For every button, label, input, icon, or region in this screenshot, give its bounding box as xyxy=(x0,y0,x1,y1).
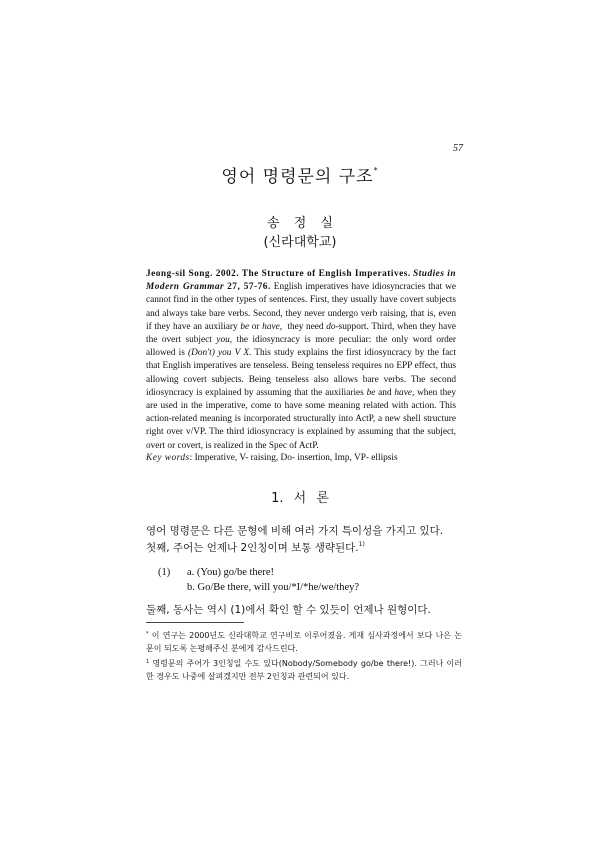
title-footnote-mark: * xyxy=(373,166,379,175)
journal-name: Studies in Modern Grammar xyxy=(146,269,457,293)
abstract-term-have-2: have xyxy=(394,387,412,398)
abstract-term-you: you, xyxy=(216,335,233,346)
abstract-and: and xyxy=(378,387,392,398)
keywords-list: : Imperative, V- raising, Do- insertion, Imp, VP- ellipsis xyxy=(189,453,398,463)
journal-volume: 27, 57-76. xyxy=(227,282,271,293)
keywords xyxy=(146,452,466,465)
paragraph-1-line-2-text: 첫째, 주어는 언제나 2인칭이며 보통 생략된다. xyxy=(146,542,359,554)
footnote-2-mark: 1 xyxy=(146,659,150,665)
footnote-1-mark: * xyxy=(146,631,149,637)
page-number: 57 xyxy=(453,143,463,154)
paragraph-1-line-1: 영어 명령문은 다른 문형에 비해 여러 가지 특이성을 가지고 있다. xyxy=(146,525,444,537)
abstract-citation: Jeong-sil Song. 2002. The Structure of English Imperatives. xyxy=(146,269,411,279)
abstract xyxy=(146,268,456,453)
paper-title xyxy=(0,162,600,187)
footnote-2-text: 명령문의 주어가 3인칭일 수도 있다(Nobody/Somebody go/be there!). 그러나 이러한 경우도 나중에 살펴겠지만 전부 2인칭과 관련되어 있다. xyxy=(146,659,462,681)
abstract-need: they need xyxy=(287,321,324,332)
abstract-word-order: (Don't) you V X xyxy=(188,348,249,359)
abstract-term-do: do xyxy=(326,321,336,332)
abstract-text-5: , when they are used in the imperative, come to have some meaning related with action. This action-related meaning is incorporated structurally into ActP, a new shell structure right over v/VP. The third idiosyncracy is explained by assuming that the subject, overt or covert, is realized in the Spec of ActP. xyxy=(146,387,457,451)
example-a: a. (You) go/be there! xyxy=(187,567,274,578)
abstract-term-be: be xyxy=(240,321,250,332)
paragraph-1-line-2 xyxy=(146,540,466,555)
example-number: (1) xyxy=(158,567,171,578)
abstract-text-3: the idiosyncracy is more peculiar: the only word order allowed is xyxy=(146,335,456,359)
footnote-1 xyxy=(146,628,462,655)
abstract-text-2: -support. Third, when they have the overt subject xyxy=(146,321,456,346)
section-heading: 1. 서 론 xyxy=(271,491,329,506)
footnote-ref-1: 1) xyxy=(358,541,365,548)
abstract-term-be-2: be xyxy=(366,387,376,398)
title-text: 영어 명령문의 구조 xyxy=(221,167,374,187)
abstract-text-4: . This study explains the first idiosyncracy by the fact that English imperatives are tenseless. Being tenseless requires no EPP effect, thus allowing covert subjects. Being tenseless also allows bare verbs. The second idiosyncracy is explained by assuming that the auxiliaries xyxy=(146,348,456,398)
abstract-or: or xyxy=(251,321,260,332)
abstract-text-1: English imperatives have idiosyncracies that we cannot find in the other types of sentences. First, they usually have covert subjects and always take bare verbs. Second, they never undergo verb raising, that is, even if they have an auxiliary xyxy=(146,282,456,332)
footnote-1-text: 이 연구는 2000년도 신라대학교 연구비로 이루어졌음. 게재 심사과정에서 보다 나은 논문이 되도록 논평해주신 분에게 감사드린다. xyxy=(146,631,462,653)
abstract-term-have: have, xyxy=(262,321,283,332)
example-b: b. Go/Be there, will you/*I/*he/we/they? xyxy=(187,582,360,593)
keywords-label: Key words xyxy=(146,453,190,463)
footnote-divider xyxy=(146,622,244,623)
footnote-2 xyxy=(146,656,462,683)
author-name: 송 정 실 xyxy=(267,216,333,231)
paragraph-2: 둘째, 동사는 역시 (1)에서 확인 할 수 있듯이 언제나 원형이다. xyxy=(146,604,431,616)
author-affiliation: (신라대학교) xyxy=(263,235,337,250)
